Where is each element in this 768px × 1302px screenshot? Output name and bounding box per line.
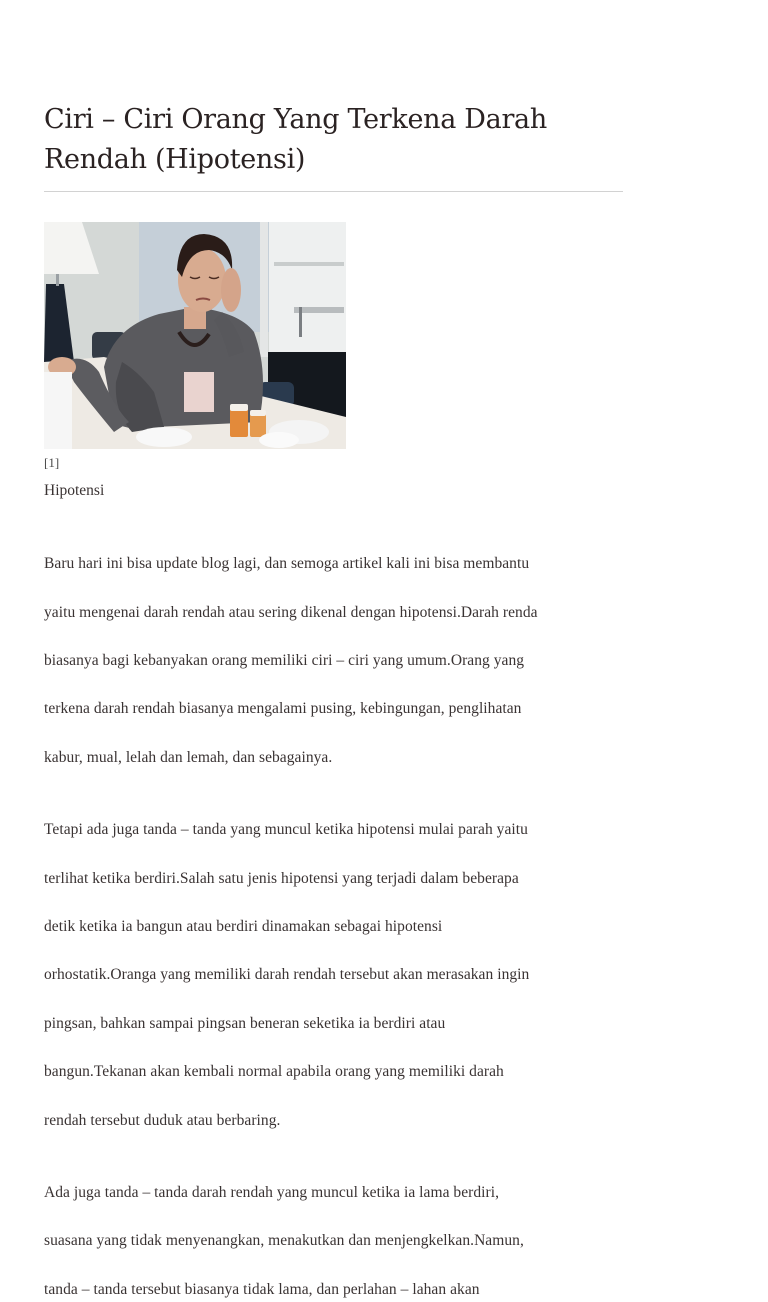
paragraph-2 [44, 794, 623, 1133]
paragraph-line: Tetapi ada juga tanda – tanda yang muncul ketika hipotensi mulai parah yaitu [44, 821, 528, 839]
paragraph-1 [44, 528, 623, 770]
woman-headache-photo [44, 222, 346, 449]
paragraph-line: suasana yang tidak menyenangkan, menakutkan dan menjengkelkan.Namun, [44, 1232, 524, 1250]
paragraph-line: orhostatik.Oranga yang memiliki darah rendah tersebut akan merasakan ingin [44, 966, 530, 984]
article-image [44, 222, 346, 449]
paragraph-line: pingsan, bahkan sampai pingsan beneran seketika ia berdiri atau [44, 1014, 446, 1032]
article-title-line-2: Rendah (Hipotensi) [44, 144, 306, 175]
paragraph-line: tanda – tanda tersebut biasanya tidak lama, dan perlahan – lahan akan [44, 1280, 480, 1298]
paragraph-line: yaitu mengenai darah rendah atau sering dikenal dengan hipotensi.Darah renda [44, 603, 538, 621]
paragraph-line: bangun.Tekanan akan kembali normal apabila orang yang memiliki darah [44, 1063, 504, 1081]
paragraph-line: terkena darah rendah biasanya mengalami pusing, kebingungan, penglihatan [44, 700, 522, 718]
paragraph-line: Ada juga tanda – tanda darah rendah yang muncul ketika ia lama berdiri, [44, 1184, 500, 1202]
figure-reference[interactable]: [1] [44, 455, 60, 470]
paragraph-line: rendah tersebut duduk atau berbaring. [44, 1111, 281, 1129]
title-divider [44, 191, 623, 192]
paragraph-line: detik ketika ia bangun atau berdiri dinamakan sebagai hipotensi [44, 918, 443, 936]
paragraph-3 [44, 1157, 623, 1302]
figure-caption: Hipotensi [44, 482, 105, 499]
article [44, 100, 623, 1302]
paragraph-line: biasanya bagi kebanyakan orang memiliki ciri – ciri yang umum.Orang yang [44, 652, 525, 670]
article-title-line-1: Ciri – Ciri Orang Yang Terkena Darah [44, 104, 547, 135]
paragraph-line: Baru hari ini bisa update blog lagi, dan semoga artikel kali ini bisa membantu [44, 555, 530, 573]
article-title [44, 100, 623, 180]
paragraph-line: kabur, mual, lelah dan lemah, dan sebagainya. [44, 748, 333, 766]
paragraph-line: terlihat ketika berdiri.Salah satu jenis hipotensi yang terjadi dalam beberapa [44, 869, 519, 887]
